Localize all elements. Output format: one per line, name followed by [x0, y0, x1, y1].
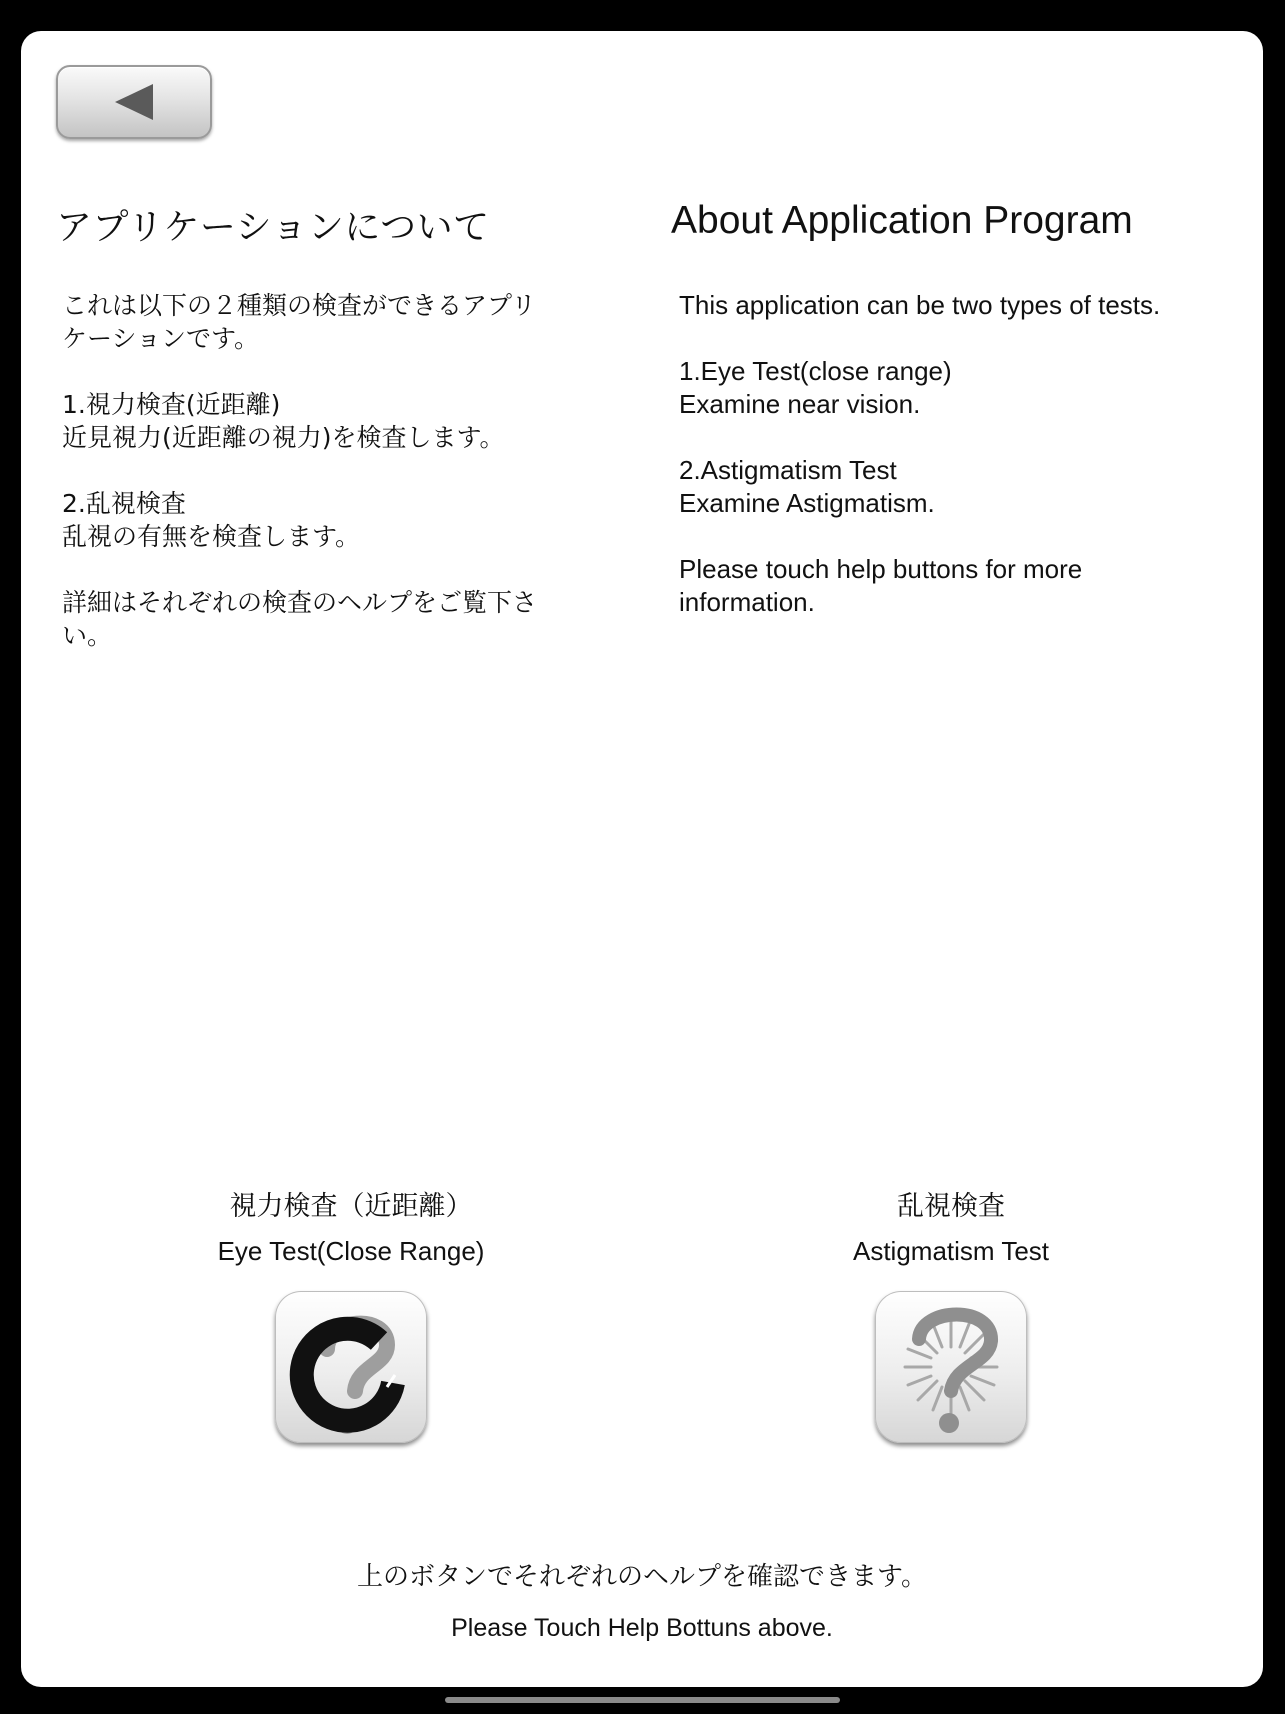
intro-paragraph-ja: これは以下の２種類の検査ができるアプリ ケーションです。: [62, 291, 537, 353]
eye-test-help-icon: [275, 1291, 427, 1443]
astigmatism-label-en: Astigmatism Test: [852, 1236, 1049, 1266]
footer-instruction-en: Please Touch Help Bottuns above.: [451, 1614, 833, 1642]
about-body-en: [679, 289, 1239, 652]
eye-test-paragraph-en: 1.Eye Test(close range) Examine near vision.: [679, 356, 952, 419]
astigmatism-help-button[interactable]: [875, 1291, 1027, 1443]
about-body-ja: [62, 289, 622, 685]
astigmatism-paragraph-ja: 2.乱視検査 乱視の有無を検査します。: [62, 489, 361, 551]
eye-test-paragraph-ja: 1.視力検査(近距離) 近見視力(近距離の視力)を検査します。: [62, 390, 505, 452]
eye-test-label-en: Eye Test(Close Range): [217, 1236, 485, 1266]
astigmatism-label-ja: 乱視検査: [897, 1191, 1005, 1222]
eye-test-label-ja: 視力検査（近距離）: [229, 1191, 473, 1222]
about-title-ja: アプリケーションについて: [56, 207, 490, 248]
note-paragraph-ja: 詳細はそれぞれの検査のヘルプをご覧下さ い。: [62, 588, 538, 650]
back-button[interactable]: [56, 65, 212, 139]
app-screen: [21, 31, 1263, 1687]
eye-test-section: [171, 1183, 531, 1443]
intro-paragraph-en: This application can be two types of tests.: [679, 290, 1161, 320]
about-title-en: About Application Program: [671, 199, 1133, 242]
eye-test-help-button[interactable]: [275, 1291, 427, 1443]
astigmatism-help-icon: [875, 1291, 1027, 1443]
astigmatism-paragraph-en: 2.Astigmatism Test Examine Astigmatism.: [679, 455, 935, 518]
back-triangle-icon: [111, 81, 157, 123]
footer-instruction-ja: 上のボタンでそれぞれのヘルプを確認できます。: [357, 1562, 927, 1592]
astigmatism-test-section: [771, 1183, 1131, 1443]
note-paragraph-en: Please touch help buttons for more information.: [679, 554, 1083, 617]
home-indicator[interactable]: [445, 1697, 840, 1703]
